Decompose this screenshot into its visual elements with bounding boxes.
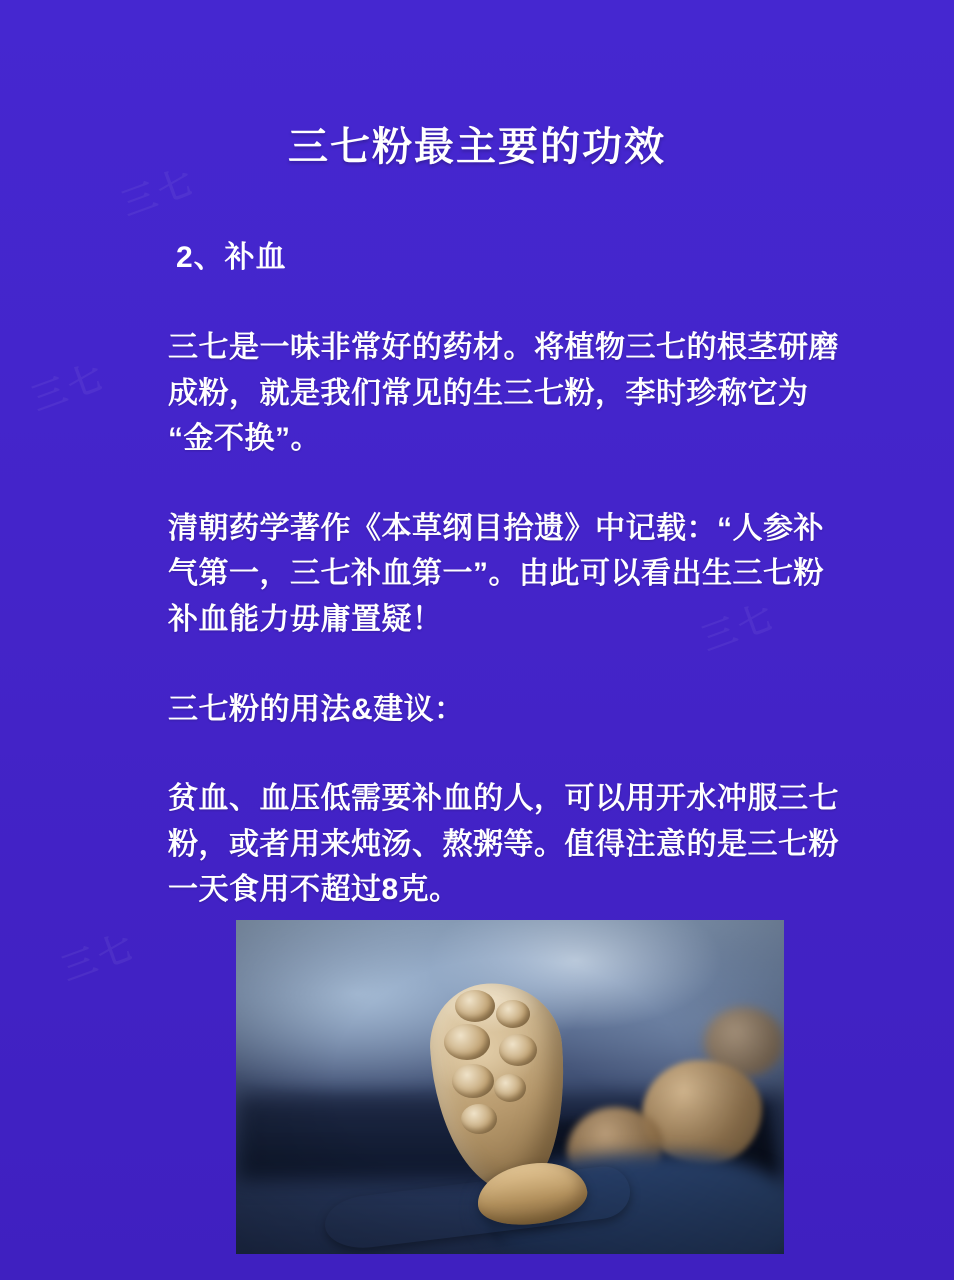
watermark-text: 三七 — [696, 596, 782, 659]
illustration-photo — [236, 920, 784, 1254]
watermark-text: 三七 — [56, 926, 142, 989]
paragraph: 三七是一味非常好的药材。将植物三七的根茎研磨成粉，就是我们常见的生三七粉，李时珍称它为“金不换”。 — [168, 331, 839, 456]
paragraph: 三七粉的用法&建议： — [168, 692, 465, 726]
paragraph: 贫血、血压低需要补血的人，可以用开水冲服三七粉，或者用来炖汤、熬粥等。值得注意的是三七粉一天食用不超过8克。 — [168, 782, 839, 907]
photo-vignette — [236, 920, 784, 1254]
section-heading: 2、补血 — [176, 241, 287, 274]
article-body — [168, 238, 840, 913]
watermark-text: 三七 — [26, 356, 112, 419]
page-title: 三七粉最主要的功效 — [288, 124, 666, 169]
watermark-text: 三七 — [116, 161, 202, 224]
paragraph: 清朝药学著作《本草纲目拾遗》中记载：“人参补气第一，三七补血第一”。由此可以看出生三七粉补血能力毋庸置疑！ — [168, 511, 824, 636]
photo-canvas — [236, 920, 784, 1254]
